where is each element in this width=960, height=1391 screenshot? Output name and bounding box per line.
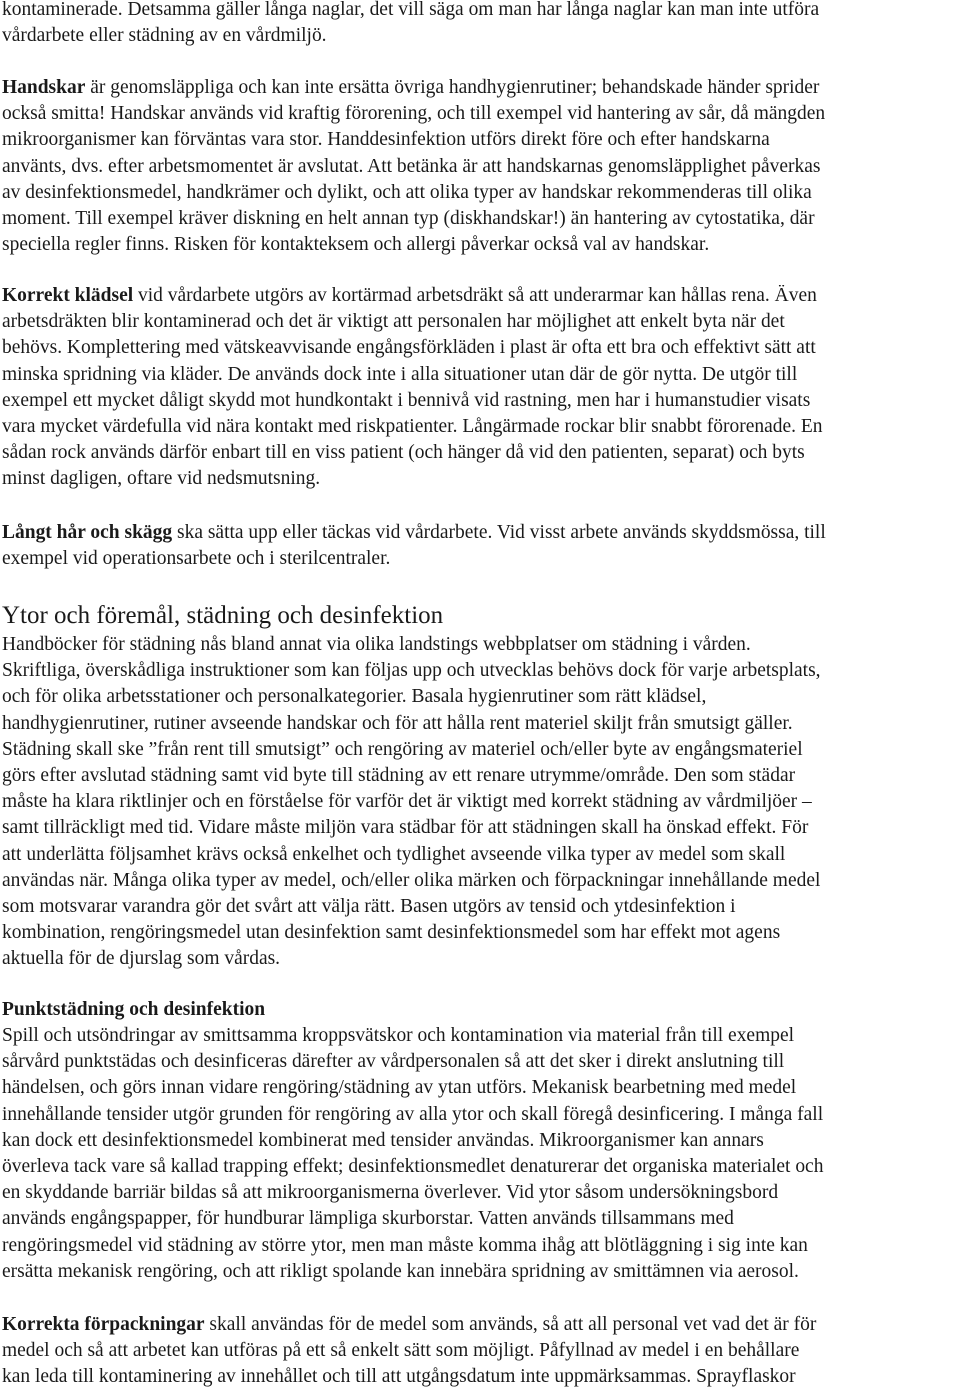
text-line: arbetsdräkten blir kontaminerad och det är viktigt att personalen har möjlighet att enkelt byta när det [2,311,785,333]
text-line: kan dock ett desinfektionsmedel kombinerat med tensider användas. Mikroorganismer kan annars [2,1129,764,1151]
text-line: rengöringsmedel vid städning av större ytor, men man måste komma ihåg att blötläggning i sig inte kan [2,1234,808,1256]
text-line: medel och så att arbetet kan utföras på ett så enkelt sätt som möjligt. Påfyllnad av medel i en behållare [2,1340,800,1362]
text-line: minska spridning via kläder. De används dock inte i alla situationer utan där de gör nytta. De utgör till [2,363,798,385]
bold-lead-term: Korrekta förpackningar [2,1314,205,1335]
paragraph-punktstadning [2,1023,958,1285]
bold-lead-term: Korrekt klädsel [2,285,134,306]
text-line: en skyddande barriär bildas så att mikroorganismerna överlever. Vid ytor såsom undersökningsbord [2,1182,779,1204]
text-line: aktuella för de djurslag som vårdas. [2,948,281,970]
text-line: överleva tack vare så kallad trapping effekt; desinfektionsmedlet denaturerar det organiska materialet och [2,1156,824,1178]
text-line: mikroorganismer kan förväntas vara stor. Handdesinfektion utförs direkt före och efter handskarna [2,129,770,151]
text-line: kan leda till kontaminering av innehållet och till att utgångsdatum inte uppmärksammas. Sprayflaskor [2,1366,796,1388]
text-line [2,520,957,546]
text-line: användas när. Många olika typer av medel, och/eller olika märken och förpackningar innehållande medel [2,869,821,891]
section-heading-ytor: Ytor och föremål, städning och desinfektion [2,602,444,629]
text-line: exempel vid operationsarbete och i sterilcentraler. [2,548,391,570]
text-line: Spill och utsöndringar av smittsamma kroppsvätskor och kontamination via material från till exempel [2,1025,795,1046]
text-line [2,75,957,101]
text-line: samt tillräckligt med tid. Vidare måste miljön vara städbar för att städningen skall ha önskad effekt. För [2,817,809,839]
text-line: handhygienrutiner, rutiner avseende handskar och för att hålla rent materiel skiljt från smutsigt gäller. [2,712,793,734]
paragraph-kladsel [2,283,958,493]
bold-lead-term: Handskar [2,77,86,98]
text-line: speciella regler finns. Risken för kontakteksem och allergi påverkar också val av handskar. [2,234,710,256]
text-line: behövs. Komplettering med vätskeavvisande engångsförkläden i plast är ofta ett bra och effektivt sätt att [2,337,816,359]
text-line: Handböcker för städning nås bland annat via olika landstings webbplatser om städning i vården. [2,634,751,655]
text-line: sådan rock används därför enbart till en viss patient (och hänger då vid den patienten, separat) och byts [2,442,805,464]
paragraph-handskar [2,75,958,258]
text-line: Skriftliga, överskådliga instruktioner som kan följas upp och utvecklas behövs dock för varje arbetsplats, [2,660,821,682]
paragraph-intro [2,0,958,49]
text-line: kontaminerade. Detsamma gäller långa naglar, det vill säga om man har långa naglar kan man inte utföra [2,0,820,20]
text-line: moment. Till exempel kräver diskning en helt annan typ (diskhandskar!) än hantering av cytostatika, där [2,208,815,230]
text-line: av desinfektionsmedel, handkrämer och dylikt, och att olika typer av handskar rekommenderas till olika [2,181,812,203]
paragraph-har-och-skagg [2,520,958,572]
paragraph-ytor [2,632,958,973]
text-line: använts, dvs. efter arbetsmomentet är avslutat. Att betänka är att handskarnas genomsläpplighet påverkas [2,155,821,177]
line-rest: vid vårdarbete utgörs av kortärmad arbetsdräkt så att underarmar kan hållas rena. Även [133,285,817,306]
text-line: sårvård punktstädas och desinficeras därefter av vårdpersonalen så att det sker i direkt anslutning till [2,1051,785,1073]
text-line: vårdarbete eller städning av en vårdmiljö. [2,25,327,47]
text-line: exempel ett mycket dåligt skydd mot hundkontakt i bennivå vid rastning, men har i humanstudier visats [2,389,811,411]
paragraph-forpackningar [2,1312,958,1391]
text-line: ersätta mekanisk rengöring, och att rikligt spolande kan innebära spridning av smittämnen via aerosol. [2,1260,799,1282]
text-line: kombination, rengöringsmedel utan desinfektion samt desinfektionsmedel som har effekt mot agens [2,922,781,944]
text-line: Städning skall ske ”från rent till smutsigt” och rengöring av materiel och/eller byte av engångsmateriel [2,738,803,760]
text-line: måste ha klara riktlinjer och en förståelse för varför det är viktigt med korrekt städning av vårdmiljöer – [2,791,812,813]
text-line: vara mycket värdefulla vid nära kontakt med riskpatienter. Långärmade rockar blir snabbt förorenade. En [2,416,823,438]
text-line: minst dagligen, oftare vid nedsmutsning. [2,468,321,490]
line-rest: skall användas för de medel som används, så att all personal vet vad det är för [204,1314,817,1335]
text-line: och för olika arbetsstationer och personalkategorier. Basala hygienrutiner som rätt klädsel, [2,686,707,708]
bold-lead-term: Långt hår och skägg [2,522,173,543]
text-line: innehållande tensider utgör grunden för rengöring av alla ytor och skall föregå desinficering. I många fall [2,1103,824,1125]
text-line: att underlätta följsamhet krävs också enkelhet och tydlighet avseende vilka typer av medel som skall [2,843,786,865]
text-line [2,283,957,309]
section-heading-punktstadning: Punktstädning och desinfektion [2,999,266,1020]
line-rest: är genomsläppliga och kan inte ersätta övriga handhygienrutiner; behandskade händer sprider [85,77,820,98]
text-line: används engångspapper, för hundburar lämpliga skurborstar. Vatten används tillsammans med [2,1208,734,1230]
text-line: görs efter avslutad städning samt vid byte till städning av ett renare utrymme/område. Den som städar [2,765,796,787]
text-line: som motsvarar varandra gör det svårt att välja rätt. Basen utgörs av tensid och ytdesinfektion i [2,896,736,918]
text-line [2,1312,957,1338]
text-line: händelsen, och görs innan vidare rengöring/städning av ytan utförs. Mekanisk bearbetning med medel [2,1077,797,1099]
text-line: också smitta! Handskar används vid kraftig förorening, och till exempel vid hantering av sår, då mängden [2,103,826,125]
line-rest: ska sätta upp eller täckas vid vårdarbete. Vid visst arbete används skyddsmössa, till [172,522,826,543]
